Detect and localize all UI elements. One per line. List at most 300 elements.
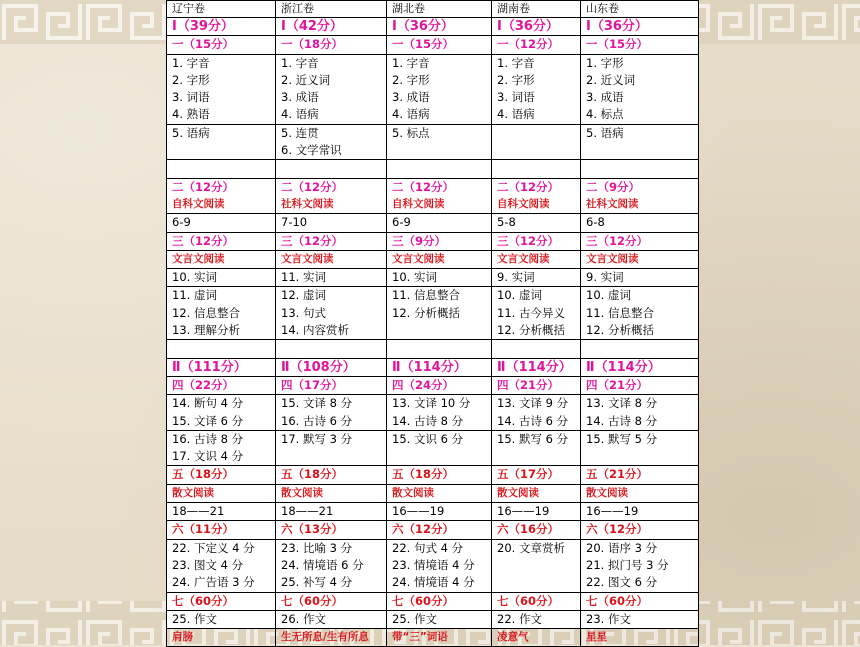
table-cell <box>167 521 276 539</box>
cell-line: 15. 默写 5 分 <box>586 431 658 446</box>
cell-line <box>392 160 491 177</box>
cell-line: 24. 广告语 3 分 <box>172 575 255 590</box>
table-row <box>167 610 699 628</box>
table-row <box>167 214 699 232</box>
table-row <box>167 232 699 250</box>
cell-line: 二（12分） <box>392 179 455 194</box>
cell-line: 2. 近义词 <box>586 72 636 87</box>
cell-line: Ⅰ（36分） <box>392 19 454 34</box>
cell-line: 22. 作文 <box>497 611 542 626</box>
table-row <box>167 54 699 124</box>
cell-line: 四（21分） <box>586 377 649 392</box>
table-cell <box>581 376 699 394</box>
cell-line: 4. 熟语 <box>172 107 210 122</box>
cell-line: 七（60分） <box>497 593 560 608</box>
table-cell <box>492 178 581 214</box>
table-cell <box>581 178 699 214</box>
cell-line: 25. 作文 <box>392 611 437 626</box>
table-row <box>167 539 699 592</box>
cell-line: 二（12分） <box>497 179 560 194</box>
cell-line: 3. 成语 <box>586 90 624 105</box>
table-cell <box>167 610 276 628</box>
table-cell <box>492 539 581 592</box>
cell-line: 14. 古诗 8 分 <box>586 413 658 428</box>
table-cell <box>167 629 276 647</box>
cell-line <box>497 340 580 357</box>
table-cell <box>387 160 492 178</box>
cell-line: 16. 古诗 6 分 <box>281 413 353 428</box>
cell-line: 凌意气 <box>497 631 529 644</box>
cell-line: 9. 实词 <box>586 270 624 285</box>
cell-line: 五（21分） <box>586 467 649 482</box>
cell-line: 3. 词语 <box>497 90 535 105</box>
cell-line: 文言文阅读 <box>172 252 225 265</box>
cell-line: 六（16分） <box>497 522 560 537</box>
table-cell <box>581 232 699 250</box>
cell-line: 3. 词语 <box>172 90 210 105</box>
cell-line: 11. 古今异义 <box>497 305 565 320</box>
table-cell <box>581 430 699 466</box>
table-cell <box>167 539 276 592</box>
cell-line: Ⅱ（114分） <box>497 359 572 375</box>
table-cell <box>276 214 387 232</box>
cell-line: 12. 分析概括 <box>586 323 654 338</box>
cell-line: 10. 虚词 <box>586 288 631 303</box>
cell-line <box>586 448 698 465</box>
cell-line: 20. 文章赏析 <box>497 540 565 555</box>
cell-line: 七（60分） <box>281 593 344 608</box>
table-cell <box>492 592 581 610</box>
table-cell <box>387 36 492 54</box>
cell-line: Ⅱ（111分） <box>172 359 247 375</box>
cell-line: 1. 字音 <box>497 55 535 70</box>
cell-line: 六（12分） <box>392 522 455 537</box>
cell-line: 一（12分） <box>497 37 560 52</box>
cell-line: 5. 语病 <box>586 125 624 140</box>
table-cell <box>167 269 276 287</box>
table-row <box>167 484 699 502</box>
cell-line: 6-9 <box>392 215 411 230</box>
table-cell <box>167 54 276 124</box>
table-row <box>167 376 699 394</box>
cell-line: 三（12分） <box>281 233 344 248</box>
cell-line <box>281 448 386 465</box>
table-cell <box>581 340 699 358</box>
cell-line <box>392 142 491 159</box>
table-cell <box>167 395 276 431</box>
cell-line: 3. 成语 <box>392 90 430 105</box>
cell-line: Ⅰ（39分） <box>172 19 234 34</box>
table-cell <box>276 466 387 484</box>
cell-line: 4. 语病 <box>392 107 430 122</box>
cell-line <box>586 142 698 159</box>
cell-line: 六（13分） <box>281 522 344 537</box>
table-cell <box>276 430 387 466</box>
table-row <box>167 340 699 358</box>
table-cell <box>387 430 492 466</box>
cell-line: 12. 信息整合 <box>172 305 240 320</box>
table-cell <box>167 376 276 394</box>
cell-line: 25. 补写 4 分 <box>281 575 353 590</box>
table-cell <box>492 232 581 250</box>
cell-line: Ⅰ（36分） <box>586 19 648 34</box>
cell-line: 4. 语病 <box>497 107 535 122</box>
cell-line: 文言文阅读 <box>497 252 550 265</box>
cell-line: 18——21 <box>172 504 225 519</box>
cell-line: 2. 字形 <box>172 72 210 87</box>
cell-line: 1. 字音 <box>172 55 210 70</box>
table-cell <box>492 287 581 340</box>
cell-line: 14. 古诗 8 分 <box>392 413 464 428</box>
cell-line: 肩膀 <box>172 631 193 644</box>
table-cell <box>581 521 699 539</box>
table-cell <box>387 629 492 647</box>
cell-line: 9. 实词 <box>497 270 535 285</box>
header-cell: 辽宁卷 <box>167 1 276 18</box>
cell-line: 1. 字音 <box>392 55 430 70</box>
table-cell <box>581 287 699 340</box>
cell-line: 一（15分） <box>172 37 235 52</box>
cell-line: 三（9分） <box>392 233 447 248</box>
cell-line: 22. 下定义 4 分 <box>172 540 255 555</box>
cell-line <box>586 340 698 357</box>
table-cell <box>276 592 387 610</box>
cell-line <box>497 125 580 142</box>
table-cell <box>167 178 276 214</box>
table-row <box>167 592 699 610</box>
cell-line: 社科文阅读 <box>586 197 639 210</box>
table-cell <box>492 358 581 376</box>
cell-line: 散文阅读 <box>172 486 214 499</box>
cell-line: 自科文阅读 <box>392 197 445 210</box>
cell-line: 二（12分） <box>281 179 344 194</box>
cell-line: 10. 虚词 <box>497 288 542 303</box>
cell-line: 13. 句式 <box>281 305 326 320</box>
table-cell <box>387 18 492 36</box>
table-cell <box>167 232 276 250</box>
cell-line: 五（17分） <box>497 467 560 482</box>
table-cell <box>276 269 387 287</box>
header-cell: 浙江卷 <box>276 1 387 18</box>
table-cell <box>276 503 387 521</box>
cell-line: 5. 连贯 <box>281 125 319 140</box>
cell-line: 23. 作文 <box>586 611 631 626</box>
table-cell <box>581 269 699 287</box>
table-cell <box>387 395 492 431</box>
table-row <box>167 503 699 521</box>
table-cell <box>492 629 581 647</box>
table-cell <box>276 629 387 647</box>
cell-line: 10. 实词 <box>392 270 437 285</box>
cell-line <box>586 160 698 177</box>
table-cell <box>581 160 699 178</box>
cell-line: 一（15分） <box>586 37 649 52</box>
table-cell <box>387 592 492 610</box>
table-cell <box>581 484 699 502</box>
table-row <box>167 395 699 431</box>
table-cell <box>492 484 581 502</box>
table-cell <box>276 358 387 376</box>
cell-line: 16——19 <box>586 504 639 519</box>
cell-line: 二（12分） <box>172 179 235 194</box>
table-cell <box>387 466 492 484</box>
cell-line: 散文阅读 <box>586 486 628 499</box>
cell-line: 24. 情境语 4 分 <box>392 575 475 590</box>
cell-line: 5-8 <box>497 215 516 230</box>
table-cell <box>276 539 387 592</box>
cell-line: 2. 近义词 <box>281 72 331 87</box>
table-cell <box>276 376 387 394</box>
cell-line: 11. 实词 <box>281 270 326 285</box>
table-cell <box>492 395 581 431</box>
table-row <box>167 629 699 647</box>
cell-line <box>392 448 491 465</box>
table-row <box>167 521 699 539</box>
table-cell <box>167 484 276 502</box>
cell-line: 文言文阅读 <box>586 252 639 265</box>
table-cell <box>581 358 699 376</box>
table-cell <box>167 36 276 54</box>
table-cell <box>581 592 699 610</box>
table-row <box>167 124 699 160</box>
table-cell <box>276 610 387 628</box>
cell-line: 12. 分析概括 <box>392 305 460 320</box>
cell-line: 散文阅读 <box>281 486 323 499</box>
table-cell <box>492 160 581 178</box>
cell-line: 12. 分析概括 <box>497 323 565 338</box>
cell-line: 6-8 <box>586 215 605 230</box>
cell-line: 五（18分） <box>172 467 235 482</box>
table-cell <box>492 430 581 466</box>
cell-line: Ⅰ（36分） <box>497 19 559 34</box>
table-row <box>167 358 699 376</box>
cell-line: 14. 断句 4 分 <box>172 396 244 411</box>
cell-line <box>497 448 580 465</box>
cell-line: 一（15分） <box>392 37 455 52</box>
cell-line: 三（12分） <box>586 233 649 248</box>
cell-line: 17. 默写 3 分 <box>281 431 353 446</box>
cell-line: 11. 信息整合 <box>586 305 654 320</box>
table-cell <box>581 503 699 521</box>
cell-line: 三（12分） <box>497 233 560 248</box>
cell-line: 24. 情境语 6 分 <box>281 557 364 572</box>
cell-line: 1. 字音 <box>281 55 319 70</box>
table-cell <box>492 340 581 358</box>
table-cell <box>167 124 276 160</box>
cell-line: 16——19 <box>497 504 550 519</box>
header-cell: 湖北卷 <box>387 1 492 18</box>
table-row <box>167 160 699 178</box>
cell-line: 11. 信息整合 <box>392 288 460 303</box>
cell-line: 21. 拟门号 3 分 <box>586 557 669 572</box>
table-cell <box>492 36 581 54</box>
cell-line: 25. 作文 <box>172 611 217 626</box>
cell-line: 13. 理解分析 <box>172 323 240 338</box>
cell-line: 14. 古诗 6 分 <box>497 413 569 428</box>
header-cell: 山东卷 <box>581 1 699 18</box>
table-cell <box>492 466 581 484</box>
cell-line: 22. 图文 6 分 <box>586 575 658 590</box>
cell-line: 七（60分） <box>586 593 649 608</box>
table-cell <box>492 610 581 628</box>
cell-line: 生无所息/生有所息 <box>281 631 369 644</box>
table-cell <box>387 124 492 160</box>
header-cell: 湖南卷 <box>492 1 581 18</box>
table-cell <box>167 18 276 36</box>
cell-line: 3. 成语 <box>281 90 319 105</box>
table-cell <box>387 521 492 539</box>
table-cell <box>276 54 387 124</box>
cell-line: Ⅱ（114分） <box>392 359 467 375</box>
table-cell <box>167 214 276 232</box>
cell-line: 15. 默写 6 分 <box>497 431 569 446</box>
table-cell <box>492 124 581 160</box>
cell-line <box>281 160 386 177</box>
cell-line <box>497 160 580 177</box>
cell-line: 六（12分） <box>586 522 649 537</box>
table-cell <box>387 214 492 232</box>
table-cell <box>276 395 387 431</box>
table-cell <box>387 232 492 250</box>
table-cell <box>167 160 276 178</box>
table-row <box>167 36 699 54</box>
table-cell <box>492 54 581 124</box>
table-row <box>167 430 699 466</box>
table-cell <box>167 466 276 484</box>
cell-line: Ⅱ（114分） <box>586 359 661 375</box>
cell-line: 15. 文译 8 分 <box>281 396 353 411</box>
cell-line: 15. 文识 6 分 <box>392 431 464 446</box>
table-cell <box>581 18 699 36</box>
table-cell <box>276 521 387 539</box>
table-cell <box>276 124 387 160</box>
table-cell <box>492 18 581 36</box>
cell-line: 13. 文译 10 分 <box>392 396 471 411</box>
cell-line: 二（9分） <box>586 179 641 194</box>
header-row <box>167 1 699 18</box>
cell-line: 18——21 <box>281 504 334 519</box>
table-cell <box>581 214 699 232</box>
table-cell <box>581 610 699 628</box>
cell-line: 16. 古诗 8 分 <box>172 431 244 446</box>
cell-line: 11. 虚词 <box>172 288 217 303</box>
table-cell <box>581 539 699 592</box>
table-cell <box>167 358 276 376</box>
table-cell <box>581 124 699 160</box>
table-cell <box>167 592 276 610</box>
cell-line: 13. 文译 8 分 <box>586 396 658 411</box>
cell-line: 星星 <box>586 631 607 644</box>
table-cell <box>276 178 387 214</box>
table-cell <box>276 250 387 268</box>
table-cell <box>387 539 492 592</box>
cell-line <box>497 557 580 574</box>
cell-line: 17. 文识 4 分 <box>172 449 244 464</box>
table-cell <box>387 610 492 628</box>
cell-line: 四（24分） <box>392 377 455 392</box>
cell-line: 七（60分） <box>392 593 455 608</box>
cell-line: 12. 虚词 <box>281 288 326 303</box>
table-cell <box>167 340 276 358</box>
table-cell <box>167 503 276 521</box>
cell-line: Ⅱ（108分） <box>281 359 356 375</box>
table-cell <box>387 358 492 376</box>
cell-line: 散文阅读 <box>392 486 434 499</box>
exam-table <box>166 0 699 647</box>
cell-line <box>172 142 275 159</box>
table-cell <box>492 214 581 232</box>
cell-line: 带“三”词语 <box>392 631 448 644</box>
table-cell <box>276 36 387 54</box>
cell-line: 四（22分） <box>172 377 235 392</box>
cell-line: 2. 字形 <box>392 72 430 87</box>
cell-line: 13. 文译 9 分 <box>497 396 569 411</box>
table-row <box>167 250 699 268</box>
cell-line <box>172 160 275 177</box>
cell-line: 10. 实词 <box>172 270 217 285</box>
table-cell <box>167 250 276 268</box>
table-cell <box>492 521 581 539</box>
cell-line: 5. 标点 <box>392 125 430 140</box>
cell-line: 五（18分） <box>281 467 344 482</box>
table-cell <box>387 340 492 358</box>
cell-line: 社科文阅读 <box>281 197 334 210</box>
cell-line: 5. 语病 <box>172 125 210 140</box>
table-cell <box>581 36 699 54</box>
cell-line: 文言文阅读 <box>281 252 334 265</box>
cell-line: 14. 内容赏析 <box>281 323 349 338</box>
cell-line: 自科文阅读 <box>172 197 225 210</box>
cell-line: 22. 句式 4 分 <box>392 540 464 555</box>
cell-line: 16——19 <box>392 504 445 519</box>
cell-line: 23. 比喻 3 分 <box>281 540 353 555</box>
cell-line: 15. 文译 6 分 <box>172 413 244 428</box>
cell-line: 23. 情境语 4 分 <box>392 557 475 572</box>
table-cell <box>167 287 276 340</box>
table-row <box>167 287 699 340</box>
table-cell <box>387 287 492 340</box>
table-cell <box>387 54 492 124</box>
table-cell <box>492 503 581 521</box>
cell-line: 4. 语病 <box>281 107 319 122</box>
cell-line: 26. 作文 <box>281 611 326 626</box>
cell-line: 四（21分） <box>497 377 560 392</box>
table-cell <box>387 503 492 521</box>
table-row <box>167 466 699 484</box>
table-row <box>167 178 699 214</box>
table-cell <box>581 250 699 268</box>
cell-line: 六（11分） <box>172 522 235 537</box>
table-cell <box>581 54 699 124</box>
table-cell <box>167 430 276 466</box>
table-cell <box>387 269 492 287</box>
table-cell <box>581 629 699 647</box>
table-cell <box>492 269 581 287</box>
cell-line <box>392 340 491 357</box>
cell-line: 6-9 <box>172 215 191 230</box>
cell-line: 三（12分） <box>172 233 235 248</box>
table-cell <box>581 395 699 431</box>
cell-line: 四（17分） <box>281 377 344 392</box>
table-row <box>167 18 699 36</box>
table-cell <box>276 340 387 358</box>
cell-line <box>497 142 580 159</box>
table-cell <box>387 484 492 502</box>
exam-comparison-sheet <box>166 0 698 644</box>
cell-line: 自科文阅读 <box>497 197 550 210</box>
table-row <box>167 269 699 287</box>
table-cell <box>276 484 387 502</box>
